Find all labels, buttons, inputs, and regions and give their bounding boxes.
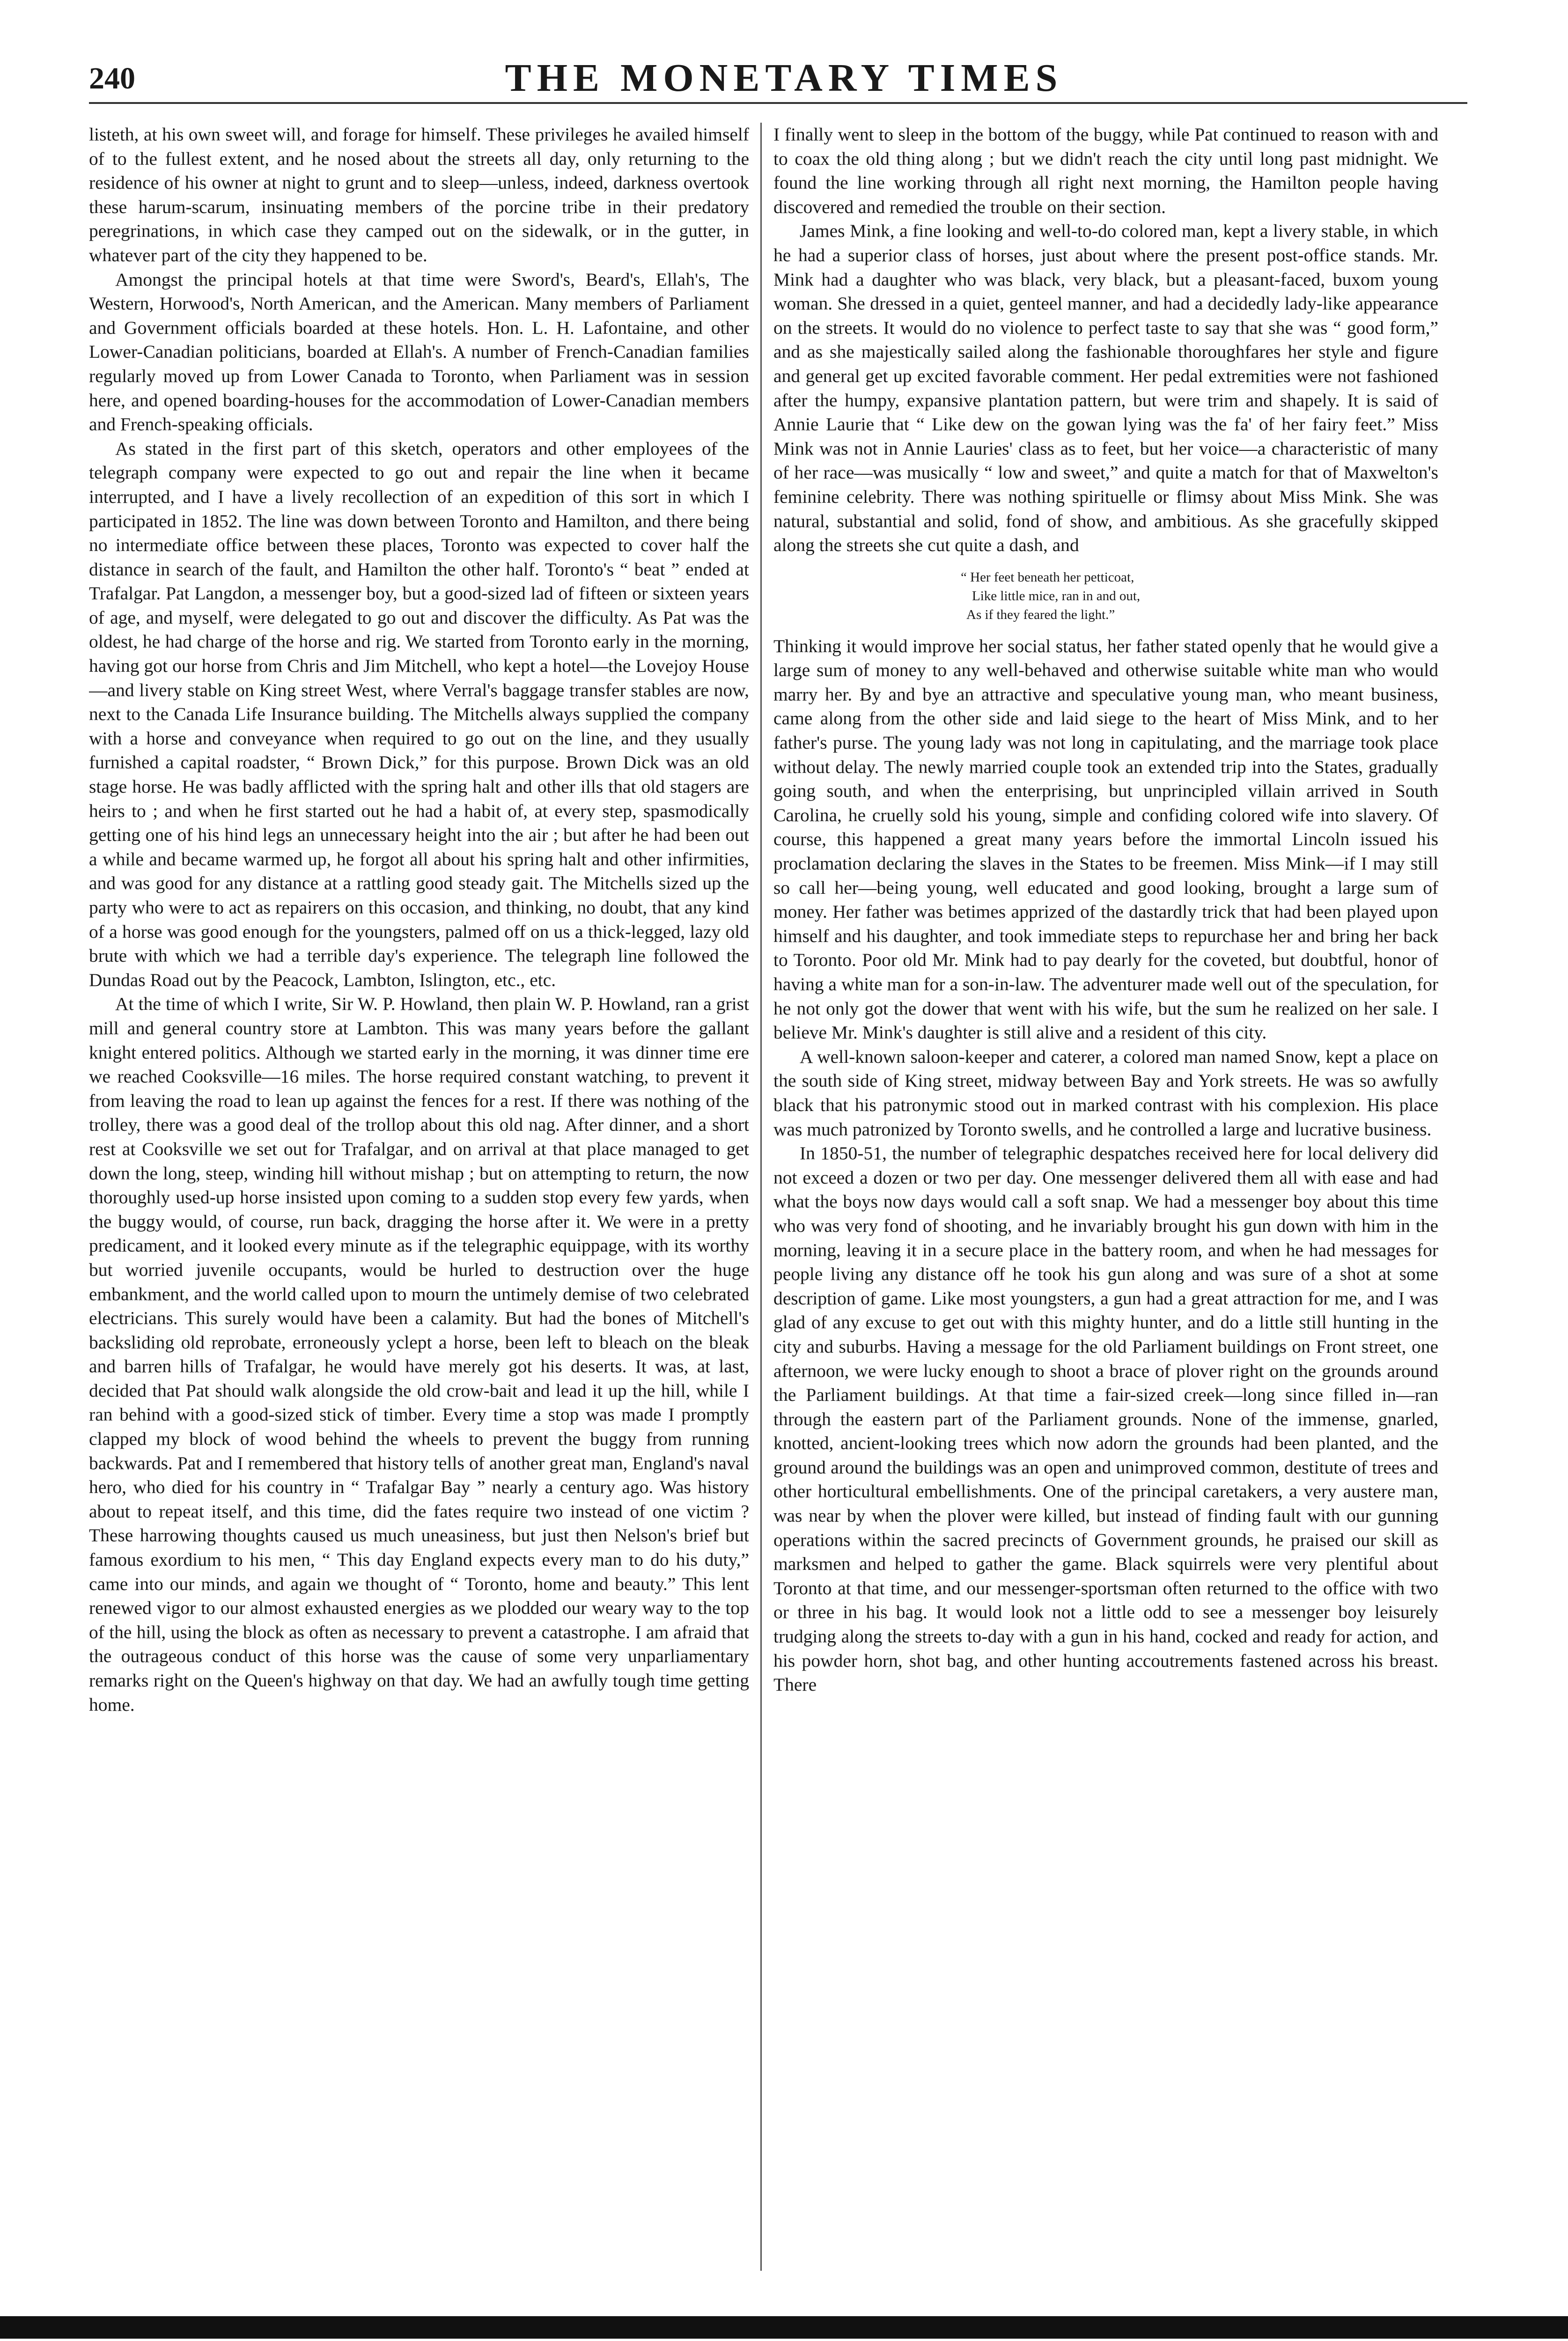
verse-line: “ Her feet beneath her petticoat, bbox=[961, 569, 1134, 585]
left-column bbox=[89, 123, 749, 2271]
scan-bottom-border bbox=[0, 2316, 1568, 2339]
verse-line: Like little mice, ran in and out, bbox=[972, 588, 1141, 604]
paragraph: A well-known saloon-keeper and caterer, a colored man named Snow, kept a place on the south side of King street, midway between Bay and York streets. He was so awfully black that his patronymic stood out in marked contrast with his complexion. His place was much patronized by Toronto swells, and he controlled a large and lucrative business. bbox=[773, 1046, 1438, 1140]
paragraph: James Mink, a fine looking and well-to-do colored man, kept a livery stable, in which he had a superior class of horses, just about where the present post-office stands. Mr. Mink had a daughter who was black, very black, but a pleasant-faced, buxom young woman. She dressed in a quiet, genteel manner, and had a decidedly lady-like appearance on the streets. It would do no violence to perfect taste to say that she was “ good form,” and as she majestically sailed along the fashionable thoroughfares her style and figure and general get up excited favorable comment. Her pedal extremities were not fashioned after the humpy, expansive plantation pattern, but were trim and shapely. It is said of Annie Laurie that “ Like dew on the gowan lying was the fa' of her fairy feet.” Miss Mink was not in Annie Lauries' class as to feet, but her voice—a characteristic of many of her race—was musically “ low and sweet,” and quite a match for that of Maxwelton's feminine celebrity. There was nothing spirituelle or flimsy about Miss Mink. She was natural, substantial and solid, fond of show, and ambitious. As she gracefully skipped along the streets she cut quite a dash, and bbox=[773, 221, 1438, 556]
header-rule bbox=[89, 102, 1467, 104]
column-divider bbox=[760, 123, 762, 2271]
paragraph: As stated in the first part of this sketch, operators and other employees of the telegraph company were expected to go out and repair the line when it became interrupted, and I have a lively recollection of an expedition of this sort in which I participated in 1852. The line was down between Toronto and Hamilton, and there being no intermediate office between these places, Toronto was expected to cover half the distance in search of the fault, and Hamilton the other half. Toronto's “ beat ” ended at Trafalgar. Pat Langdon, a messenger boy, but a good-sized lad of fifteen or sixteen years of age, and myself, were delegated to go out and discover the difficulty. As Pat was the oldest, he had charge of the horse and rig. We started from Toronto early in the morning, having got our horse from Chris and Jim Mitchell, who kept a hotel—the Lovejoy House—and livery stable on King street West, where Verral's baggage transfer stables are now, next to the Canada Life Insurance building. The Mitchells always supplied the company with a horse and conveyance when required to go out on the line, and they usually furnished a capital roadster, “ Brown Dick,” for this purpose. Brown Dick was an old stage horse. He was badly afflicted with the spring halt and other ills that old stagers are heirs to ; and when he first started out he had a habit of, at every step, spasmodically getting one of his hind legs an unnecessary height into the air ; but after he had been out a while and became warmed up, he forgot all about his spring halt and other infirmities, and was good for any distance at a rattling good steady gait. The Mitchells sized up the party who were to act as repairers on this occasion, and thinking, no doubt, that any kind of a horse was good enough for the youngsters, palmed off on us a thick-legged, lazy old brute with which we had a terrible day's experience. The telegraph line followed the Dundas Road out by the Peacock, Lambton, Islington, etc., etc. bbox=[89, 438, 749, 990]
paragraph: In 1850-51, the number of telegraphic despatches received here for local delivery did not exceed a dozen or two per day. One messenger delivered them all with ease and had what the boys now days would call a soft snap. We had a messenger boy about this time who was very fond of shooting, and he invariably brought his gun down with him in the morning, leaving it in a secure place in the battery room, and when he had messages for people living any distance off he took his gun along and was sure of a shot at some description of game. Like most youngsters, a gun had a great attraction for me, and I was glad of any excuse to get out with this mighty hunter, and do a little still hunting in the city and suburbs. Having a message for the old Parliament buildings on Front street, one afternoon, we were lucky enough to shoot a brace of plover right on the grounds around the Parliament buildings. At that time a fair-sized creek—long since filled in—ran through the eastern part of the Parliament grounds. None of the immense, gnarled, knotted, ancient-looking trees which now adorn the grounds had been planted, and the ground around the buildings was an open and unimproved common, destitute of trees and other horticultural embellishments. One of the principal caretakers, a very austere man, was near by when the plover were killed, but instead of finding fault with our gunning operations within the sacred precincts of Government grounds, he praised our skill as marksmen and helped to gather the game. Black squirrels were very plentiful about Toronto at that time, and our messenger-sportsman often returned to the office with two or three in his bag. It would look not a little odd to see a messenger boy leisurely trudging along the streets to-day with a gun in his hand, cocked and ready for action, and his powder horn, shot bag, and other hunting accoutrements fastened across his breast. There bbox=[773, 1143, 1438, 1695]
right-column bbox=[773, 123, 1438, 2271]
page-number: 240 bbox=[89, 61, 135, 96]
verse-quote bbox=[961, 568, 1438, 624]
paragraph: Amongst the principal hotels at that time were Sword's, Beard's, Ellah's, The Western, Horwood's, North American, and the American. Many members of Parliament and Government officials boarded at these hotels. Hon. L. H. Lafontaine, and other Lower-Canadian politicians, boarded at Ellah's. A number of French-Canadian families regularly moved up from Lower Canada to Toronto, when Parliament was in session here, and opened boarding-houses for the accommodation of Lower-Canadian members and French-speaking officials. bbox=[89, 269, 749, 435]
verse-line: As if they feared the light.” bbox=[966, 607, 1115, 622]
paragraph: Thinking it would improve her social status, her father stated openly that he would give a large sum of money to any well-behaved and otherwise suitable white man who would marry her. By and bye an attractive and speculative young man, who meant business, came along from the other side and laid siege to the heart of Miss Mink, and to her father's purse. The young lady was not long in capitulating, and the marriage took place without delay. The newly married couple took an extended trip into the States, gradually going south, and when the enterprising, but unprincipled villain arrived in South Carolina, he cruelly sold his young, simple and confiding colored wife into slavery. Of course, this happened a great many years before the immortal Lincoln issued his proclamation declaring the slaves in the States to be freemen. Miss Mink—if I may still so call her—being young, well educated and good looking, brought a large sum of money. Her father was betimes apprized of the dastardly trick that had been played upon himself and his daughter, and took immediate steps to repurchase her and bring her back to Toronto. Poor old Mr. Mink had to pay dearly for the coveted, but doubtful, honor of having a white man for a son-in-law. The adventurer made well out of the speculation, for he not only got the dower that went with his wife, but the sum he realized on her sale. I believe Mr. Mink's daughter is still alive and a resident of this city. bbox=[773, 635, 1438, 1043]
paragraph: At the time of which I write, Sir W. P. Howland, then plain W. P. Howland, ran a grist mill and general country store at Lambton. This was many years before the gallant knight entered politics. Although we started early in the morning, it was dinner time ere we reached Cooksville—16 miles. The horse required constant watching, to prevent it from leaving the road to lean up against the fences for a rest. If there was nothing of the trolley, there was a good deal of the trollop about this old nag. After dinner, and a short rest at Cooksville we set out for Trafalgar, and on arrival at that place managed to get down the long, steep, winding hill without mishap ; but on attempting to return, the now thoroughly used-up horse insisted upon coming to a sudden stop every few yards, when the buggy would, of course, run back, dragging the horse after it. We were in a pretty predicament, and it looked every minute as if the telegraphic equippage, with its worthy but worried juvenile occupants, would be hurled to destruction over the huge embankment, and the world called upon to mourn the untimely demise of two celebrated electricians. This surely would have been a calamity. But had the bones of Mitchell's backsliding old reprobate, erroneously yclept a horse, been left to bleach on the bleak and barren hills of Trafalgar, he would have merely got his deserts. It was, at last, decided that Pat should walk alongside the old crow-bait and lead it up the hill, while I ran behind with a good-sized stick of timber. Every time a stop was made I promptly clapped my block of wood behind the wheels to prevent the buggy from running backwards. Pat and I remembered that history tells of another great man, England's naval hero, who died for his country in “ Trafalgar Bay ” nearly a century ago. Was history about to repeat itself, and this time, did the fates require two instead of one victim ? These harrowing thoughts caused us much uneasiness, but just then Nelson's brief but famous exordium to his men, “ This day England expects every man to do his duty,” came into our minds, and again we thought of “ Toronto, home and beauty.” This lent renewed vigor to our almost exhausted energies as we plodded our weary way to the top of the hill, using the block as often as necessary to prevent a catastrophe. I am afraid that the outrageous conduct of this horse was the cause of some very unparliamentary remarks right on the Queen's highway on that day. We had an awfully tough time getting home. bbox=[89, 994, 749, 1715]
masthead: THE MONETARY TIMES bbox=[505, 56, 1063, 100]
paragraph: I finally went to sleep in the bottom of the buggy, while Pat continued to reason with and to coax the old thing along ; but we didn't reach the city until long past midnight. We found the line working through all right next morning, the Hamilton people having discovered and remedied the trouble on their section. bbox=[773, 124, 1438, 217]
paragraph: listeth, at his own sweet will, and forage for himself. These privileges he availed himself of to the fullest extent, and he nosed about the streets all day, only returning to the residence of his owner at night to grunt and to sleep—unless, indeed, darkness overtook these harum-scarum, insinuating members of the porcine tribe in their predatory peregrinations, in which case they camped out on the sidewalk, or in the gutter, in whatever part of the city they happened to be. bbox=[89, 124, 749, 265]
